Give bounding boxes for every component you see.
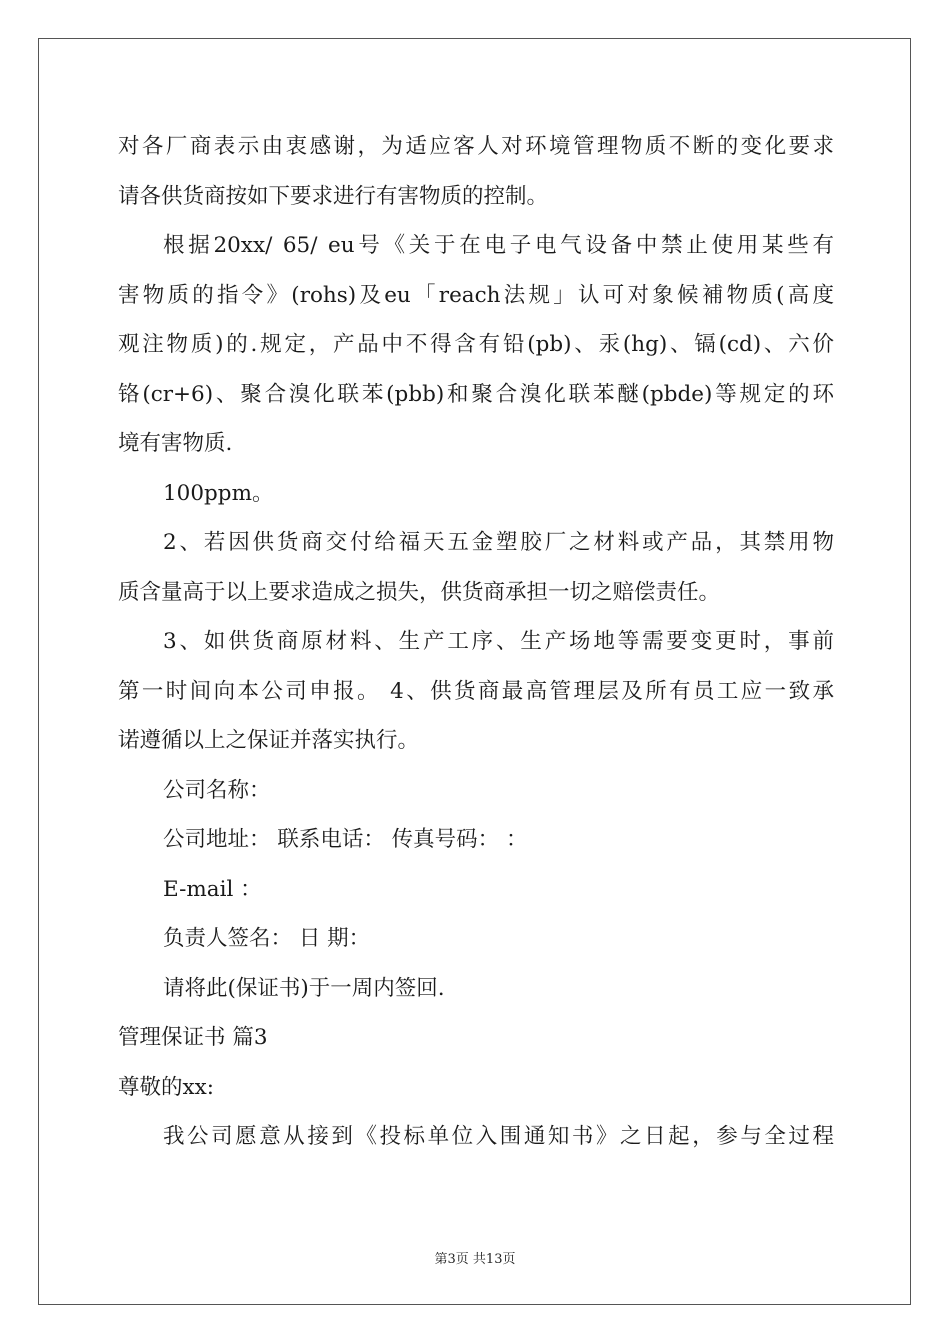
page-number-text: 第3页 共13页	[434, 1252, 516, 1267]
text-line: E-mail ：	[163, 876, 262, 902]
text-line: 质含量高于以上要求造成之损失，供货商承担一切之赔偿责任。	[118, 579, 721, 605]
text-line: 2、若因供货商交付给福天五金塑胶厂之材料或产品，其禁用物	[163, 530, 834, 555]
text-line: 对各厂商表示由衷感谢，为适应客人对环境管理物质不断的变化要求	[118, 134, 834, 159]
text-line: 境有害物质.	[118, 431, 233, 456]
text-line: 100ppm。	[163, 480, 274, 506]
text-line: 请将此(保证书)于一周内签回.	[163, 975, 445, 1001]
text-line: 公司地址： 联系电话： 传真号码： ：	[163, 827, 528, 852]
text-line: 负责人签名： 日 期：	[163, 926, 371, 951]
text-line: 管理保证书 篇3	[118, 1025, 268, 1050]
text-line: 尊敬的xx:	[118, 1074, 214, 1100]
text-line: 3、如供货商原材料、生产工序、生产场地等需要变更时，事前	[163, 629, 834, 654]
text-line: 诺遵循以上之保证并落实执行。	[118, 728, 420, 753]
text-line: 害物质的指令》(rohs)及eu「reach法规」认可对象候補物质(高度	[118, 282, 834, 308]
text-line: 请各供货商按如下要求进行有害物质的控制。	[118, 183, 549, 209]
text-line: 铬(cr+6)、聚合溴化联苯(pbb)和聚合溴化联苯醚(pbde)等规定的环	[118, 381, 834, 407]
text-line: 根据20xx/ 65/ eu号《关于在电子电气设备中禁止使用某些有	[163, 233, 834, 258]
text-line: 我公司愿意从接到《投标单位入围通知书》之日起，参与全过程	[163, 1124, 834, 1149]
text-line: 观注物质)的.规定，产品中不得含有铅(pb)、汞(hg)、镉(cd)、六价	[118, 332, 834, 357]
document-body	[118, 122, 834, 1162]
text-line: 公司名称：	[163, 777, 271, 803]
text-line: 第一时间向本公司申报。 4、供货商最高管理层及所有员工应一致承	[118, 678, 834, 704]
page-footer	[0, 1248, 950, 1267]
